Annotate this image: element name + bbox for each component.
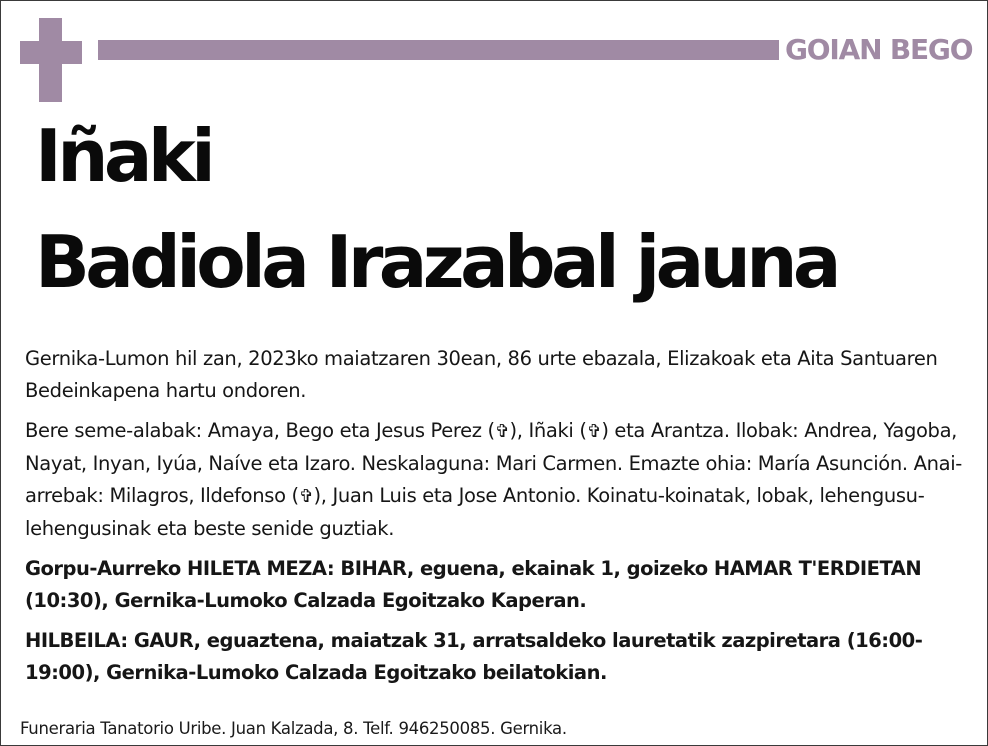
notice-body [25, 343, 970, 697]
deceased-cross-icon: ✞ [586, 421, 602, 442]
cross-icon [20, 18, 82, 102]
deceased-surname: Badiola Irazabal jauna [35, 220, 837, 304]
family-text-2: ), Iñaki ( [509, 419, 587, 442]
family-text-1: Bere seme-alabak: Amaya, Bego eta Jesus Perez ( [25, 419, 495, 442]
funeral-home-footer: Funeraria Tanatorio Uribe. Juan Kalzada, 8. Telf. 946250085. Gernika. [20, 719, 567, 738]
funeral-mass-info: Gorpu-Aurreko HILETA MEZA: BIHAR, eguena, ekainak 1, goizeko HAMAR T'ERDIETAN (10:30), Gernika-Lumoko Calzada Egoitzako Kaperan. [25, 557, 922, 612]
deceased-cross-icon: ✞ [298, 486, 314, 507]
family-text-3: ) eta Arantza. Ilobak: Andrea, Yagoba, Nayat, Inyan, Iyúa, Naíve eta Izaro. Neskalaguna: Mari Carmen. Emazte ohia: María Asunción. Anai-arrebak: Milagros, Ildefonso ( [25, 419, 962, 507]
deceased-first-name: Iñaki [35, 114, 212, 198]
wake-info: HILBEILA: GAUR, eguaztena, maiatzak 31, arratsaldeko lauretatik zazpiretara (16:00-19:00), Gernika-Lumoko Calzada Egoitzako beilatokian. [25, 629, 923, 684]
death-statement: Gernika-Lumon hil zan, 2023ko maiatzaren 30ean, 86 urte ebazala, Elizakoak eta Aita Santuaren Bedeinkapena hartu ondoren. [25, 347, 938, 402]
header-band [98, 40, 779, 60]
deceased-cross-icon: ✞ [494, 421, 510, 442]
header-label: GOIAN BEGO [785, 33, 973, 66]
family-list [25, 415, 970, 545]
family-text-4: ), Juan Luis eta Jose Antonio. Koinatu-koinatak, lobak, lehengusu-lehengusinak eta beste senide guztiak. [25, 484, 925, 540]
